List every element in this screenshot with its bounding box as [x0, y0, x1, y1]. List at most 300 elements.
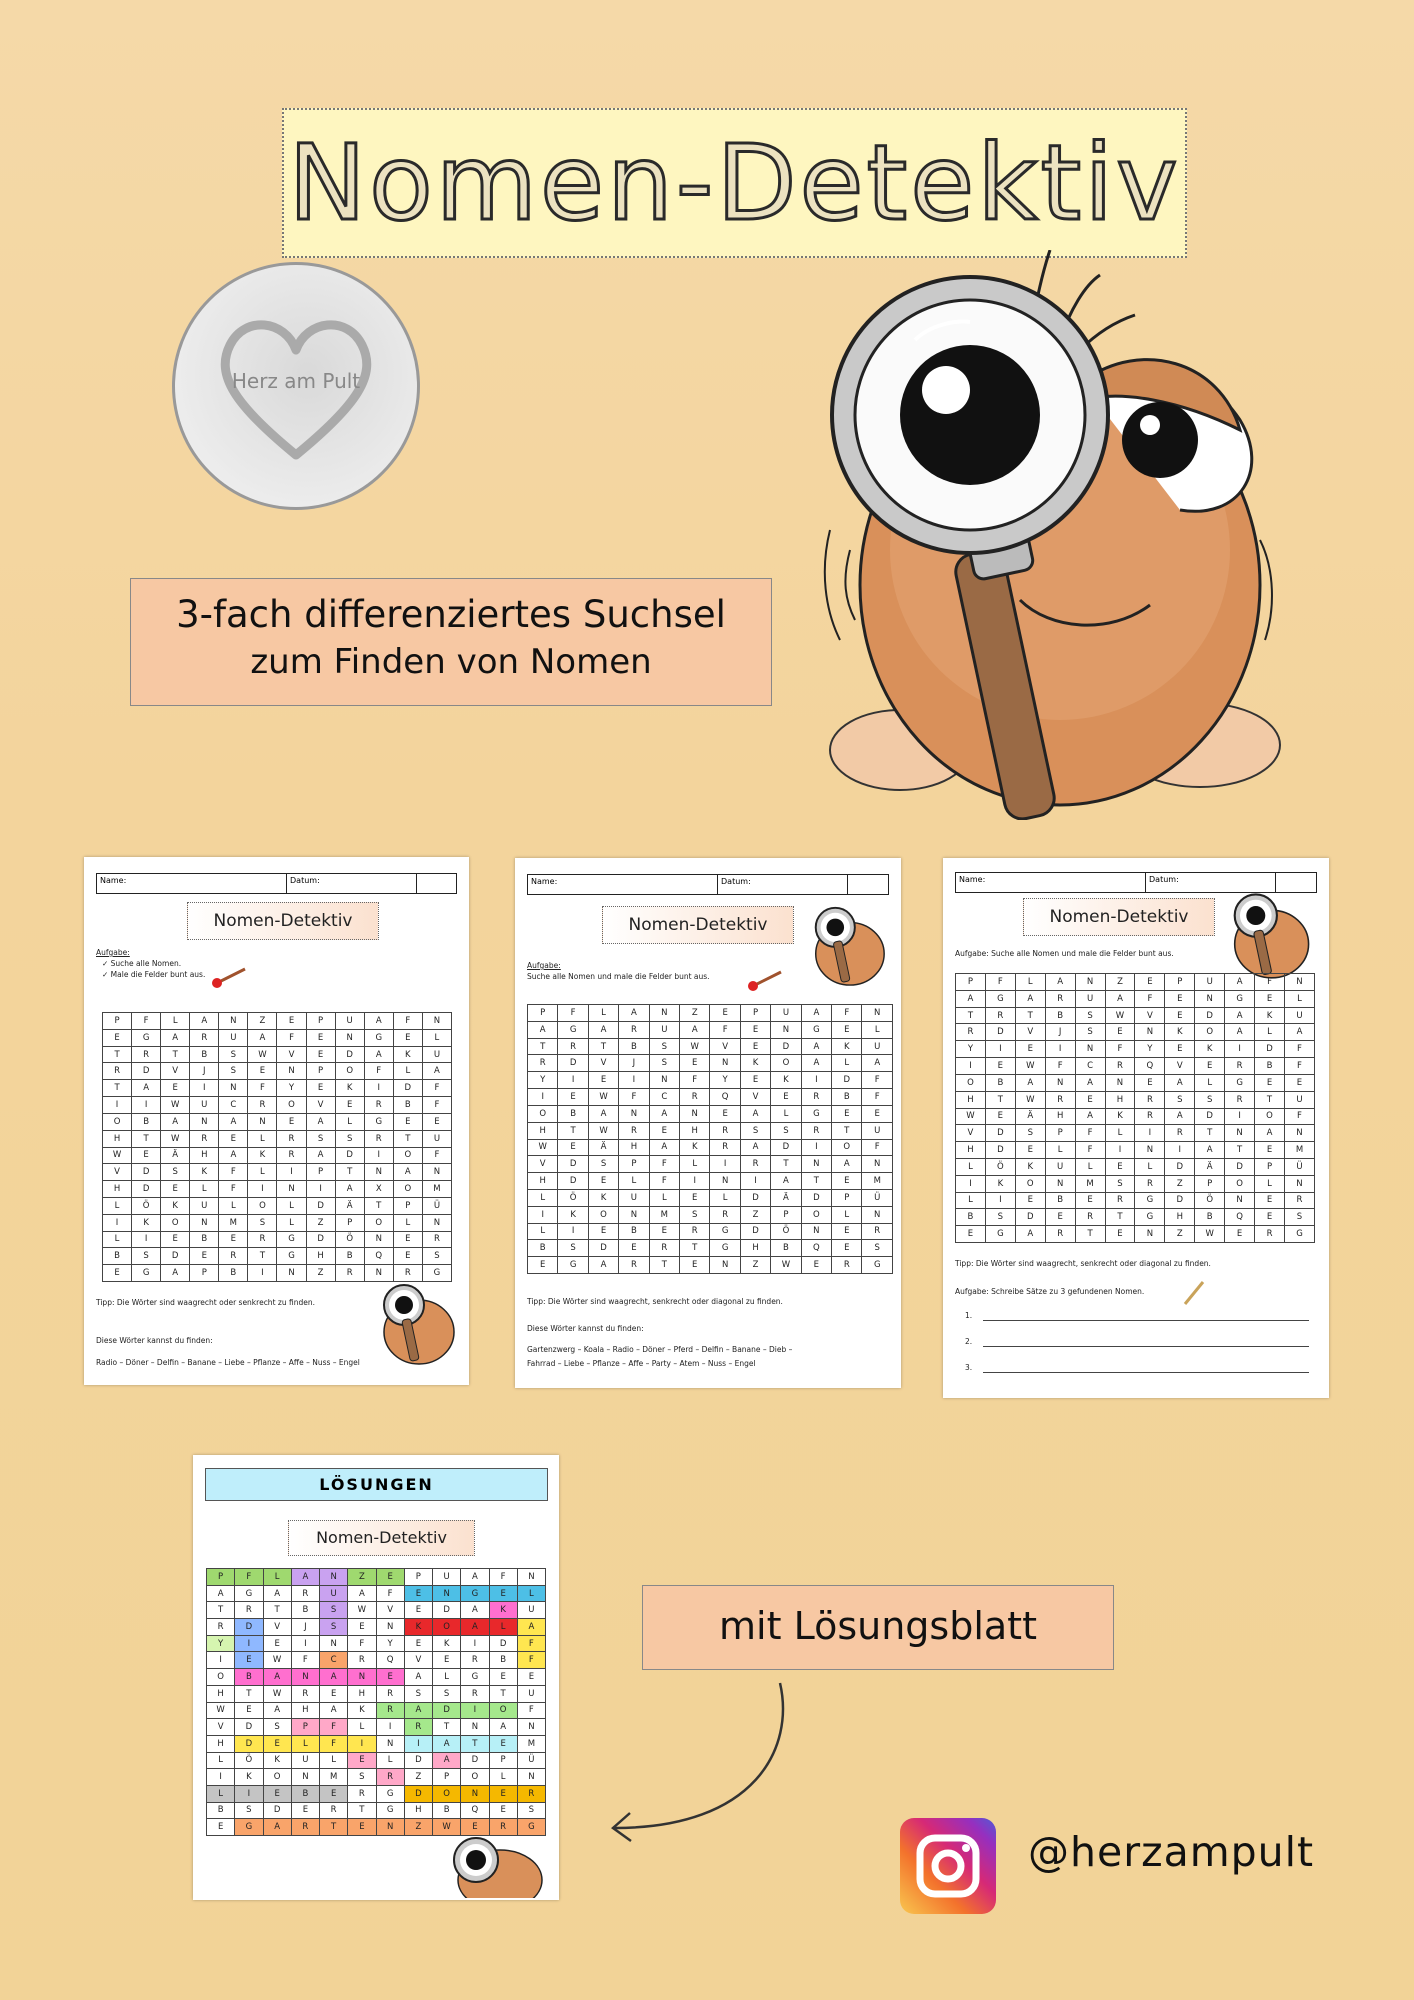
grid-cell: T: [588, 1038, 618, 1055]
grid-cell: I: [376, 1719, 404, 1736]
grid-cell: E: [489, 1802, 517, 1819]
solution-grid: [206, 1568, 546, 1836]
grid-cell: O: [588, 1206, 618, 1223]
grid-cell: N: [801, 1156, 831, 1173]
grid-cell: F: [422, 1097, 451, 1114]
grid-cell: F: [985, 974, 1015, 991]
grid-cell: S: [1195, 1091, 1225, 1108]
instagram-icon[interactable]: [900, 1818, 996, 1914]
grid-cell: D: [393, 1080, 422, 1097]
grid-cell: O: [103, 1113, 132, 1130]
grid-cell: E: [422, 1113, 451, 1130]
grid-cell: H: [680, 1122, 710, 1139]
grid-cell: F: [219, 1164, 248, 1181]
grid-cell: S: [404, 1685, 432, 1702]
grid-cell: E: [219, 1130, 248, 1147]
grid-cell: R: [207, 1619, 235, 1636]
grid-cell: E: [832, 1223, 862, 1240]
grid-cell: I: [364, 1080, 393, 1097]
grid-cell: L: [1075, 1158, 1105, 1175]
grid-cell: A: [1284, 1024, 1314, 1041]
grid-cell: K: [348, 1702, 376, 1719]
grid-cell: L: [1045, 1142, 1075, 1159]
grid-cell: O: [161, 1214, 190, 1231]
title-banner: [282, 108, 1187, 258]
grid-cell: I: [190, 1080, 219, 1097]
grid-cell: F: [393, 1013, 422, 1030]
writing-line: [983, 1372, 1309, 1373]
grid-cell: N: [1284, 974, 1314, 991]
grid-cell: T: [489, 1685, 517, 1702]
grid-cell: C: [219, 1097, 248, 1114]
grid-cell: Ä: [1195, 1158, 1225, 1175]
grid-cell: B: [619, 1223, 649, 1240]
grid-cell: I: [1105, 1142, 1135, 1159]
grid-cell: E: [248, 1063, 277, 1080]
grid-cell: Z: [404, 1819, 432, 1836]
task-item-1: ✓ Suche alle Nomen.: [102, 959, 182, 968]
grid-cell: L: [956, 1192, 986, 1209]
grid-cell: E: [320, 1685, 348, 1702]
grid-cell: P: [393, 1197, 422, 1214]
grid-cell: V: [277, 1046, 306, 1063]
grid-row: [207, 1635, 546, 1652]
grid-cell: Q: [801, 1240, 831, 1257]
grid-cell: R: [291, 1685, 319, 1702]
grid-cell: N: [376, 1619, 404, 1636]
grid-cell: E: [1135, 974, 1165, 991]
grid-cell: I: [306, 1181, 335, 1198]
grid-row: [956, 974, 1315, 991]
grid-cell: W: [348, 1602, 376, 1619]
grid-row: [207, 1569, 546, 1586]
grid-cell: P: [1195, 1175, 1225, 1192]
grid-cell: E: [588, 1173, 618, 1190]
grid-cell: E: [801, 1257, 831, 1274]
grid-cell: A: [1195, 1142, 1225, 1159]
grid-cell: R: [985, 1007, 1015, 1024]
grid-cell: E: [588, 1072, 618, 1089]
grid-cell: T: [235, 1685, 263, 1702]
paintbrush-icon: [207, 967, 247, 989]
grid-cell: R: [801, 1089, 831, 1106]
grid-cell: Q: [364, 1248, 393, 1265]
grid-cell: E: [1165, 1007, 1195, 1024]
grid-cell: F: [862, 1089, 893, 1106]
grid-cell: I: [248, 1265, 277, 1282]
grid-cell: R: [1165, 1125, 1195, 1142]
grid-cell: G: [1225, 990, 1255, 1007]
grid-cell: S: [320, 1602, 348, 1619]
grid-cell: K: [588, 1189, 618, 1206]
grid-cell: E: [619, 1240, 649, 1257]
grid-cell: I: [985, 1041, 1015, 1058]
grid-cell: K: [1165, 1024, 1195, 1041]
grid-cell: A: [161, 1029, 190, 1046]
grid-cell: P: [528, 1005, 558, 1022]
grid-cell: N: [710, 1257, 740, 1274]
grid-cell: Ö: [985, 1158, 1015, 1175]
grid-row: [103, 1097, 452, 1114]
grid-cell: T: [263, 1602, 291, 1619]
grid-cell: B: [132, 1113, 161, 1130]
grid-cell: U: [1284, 1007, 1314, 1024]
grid-cell: N: [335, 1029, 364, 1046]
grid-cell: A: [433, 1752, 461, 1769]
grid-row: [207, 1785, 546, 1802]
grid-cell: C: [649, 1089, 679, 1106]
grid-cell: V: [1135, 1007, 1165, 1024]
grid-row: [956, 1058, 1315, 1075]
grid-cell: R: [277, 1147, 306, 1164]
grid-cell: V: [404, 1652, 432, 1669]
grid-cell: Ü: [1284, 1158, 1314, 1175]
grid-cell: U: [649, 1021, 679, 1038]
brand-logo: [172, 262, 420, 510]
grid-cell: N: [1135, 1226, 1165, 1243]
grid-cell: R: [680, 1089, 710, 1106]
grid-cell: W: [1195, 1226, 1225, 1243]
grid-cell: I: [801, 1139, 831, 1156]
grid-cell: A: [680, 1021, 710, 1038]
grid-cell: K: [248, 1147, 277, 1164]
grid-cell: E: [1255, 1209, 1285, 1226]
grid-cell: E: [832, 1173, 862, 1190]
grid-cell: V: [710, 1038, 740, 1055]
grid-cell: A: [771, 1173, 801, 1190]
grid-cell: R: [528, 1055, 558, 1072]
grid-cell: S: [1284, 1209, 1314, 1226]
grid-cell: U: [862, 1038, 893, 1055]
grid-cell: P: [306, 1063, 335, 1080]
grid-row: [103, 1248, 452, 1265]
grid-cell: F: [862, 1072, 893, 1089]
grid-row: [103, 1013, 452, 1030]
grid-cell: R: [291, 1585, 319, 1602]
grid-cell: G: [710, 1240, 740, 1257]
grid-cell: N: [320, 1635, 348, 1652]
grid-cell: H: [528, 1122, 558, 1139]
grid-cell: K: [680, 1139, 710, 1156]
grid-cell: B: [291, 1785, 319, 1802]
grid-cell: R: [1105, 1192, 1135, 1209]
grid-cell: R: [832, 1257, 862, 1274]
grid-cell: V: [263, 1619, 291, 1636]
instagram-handle[interactable]: @herzampult: [1028, 1828, 1315, 1876]
grid-cell: G: [235, 1819, 263, 1836]
grid-cell: O: [801, 1206, 831, 1223]
grid-cell: I: [558, 1072, 588, 1089]
grid-cell: D: [558, 1055, 588, 1072]
grid-row: [103, 1214, 452, 1231]
grid-cell: L: [489, 1769, 517, 1786]
grid-cell: E: [306, 1029, 335, 1046]
grid-cell: R: [1045, 990, 1075, 1007]
grid-cell: F: [235, 1569, 263, 1586]
grid-row: [103, 1164, 452, 1181]
grid-cell: F: [422, 1147, 451, 1164]
grid-cell: A: [161, 1113, 190, 1130]
grid-row: [956, 1125, 1315, 1142]
grid-cell: R: [489, 1819, 517, 1836]
grid-cell: E: [1075, 1192, 1105, 1209]
grid-cell: E: [348, 1619, 376, 1636]
grid-cell: N: [771, 1021, 801, 1038]
grid-cell: A: [422, 1063, 451, 1080]
grid-cell: N: [1284, 1125, 1314, 1142]
grid-cell: A: [649, 1105, 679, 1122]
grid-cell: O: [335, 1063, 364, 1080]
grid-cell: H: [103, 1181, 132, 1198]
grid-cell: E: [348, 1752, 376, 1769]
grid-cell: M: [649, 1206, 679, 1223]
grid-cell: E: [320, 1785, 348, 1802]
grid-row: [207, 1769, 546, 1786]
grid-cell: N: [1045, 1074, 1075, 1091]
grid-cell: E: [404, 1602, 432, 1619]
grid-cell: Z: [740, 1257, 770, 1274]
grid-cell: I: [248, 1181, 277, 1198]
grid-cell: D: [1195, 1108, 1225, 1125]
grid-cell: S: [862, 1240, 893, 1257]
grid-cell: R: [710, 1139, 740, 1156]
grid-cell: I: [291, 1635, 319, 1652]
grid-cell: O: [433, 1619, 461, 1636]
grid-cell: Y: [956, 1041, 986, 1058]
grid-cell: S: [219, 1046, 248, 1063]
grid-cell: T: [320, 1819, 348, 1836]
date-label: Datum:: [287, 874, 417, 893]
grid-cell: R: [1105, 1058, 1135, 1075]
words-heading: Diese Wörter kannst du finden:: [527, 1324, 644, 1333]
grid-cell: T: [364, 1197, 393, 1214]
grid-cell: G: [1225, 1074, 1255, 1091]
grid-cell: R: [649, 1240, 679, 1257]
grid-cell: U: [517, 1602, 545, 1619]
grid-cell: S: [306, 1130, 335, 1147]
grid-cell: S: [161, 1164, 190, 1181]
grid-cell: Y: [710, 1072, 740, 1089]
grid-cell: S: [680, 1206, 710, 1223]
grid-cell: N: [1075, 1041, 1105, 1058]
grid-cell: N: [517, 1569, 545, 1586]
grid-row: [956, 1024, 1315, 1041]
grid-cell: R: [132, 1046, 161, 1063]
grid-cell: W: [207, 1702, 235, 1719]
grid-cell: P: [1255, 1158, 1285, 1175]
grid-cell: E: [862, 1105, 893, 1122]
grid-cell: O: [1015, 1175, 1045, 1192]
grid-cell: D: [832, 1072, 862, 1089]
grid-cell: U: [1195, 974, 1225, 991]
grid-row: [207, 1752, 546, 1769]
grid-cell: A: [161, 1265, 190, 1282]
grid-cell: O: [393, 1181, 422, 1198]
line-number-1: 1.: [965, 1311, 973, 1320]
grid-cell: R: [190, 1029, 219, 1046]
grid-cell: L: [528, 1189, 558, 1206]
grid-cell: F: [619, 1089, 649, 1106]
grid-cell: Y: [1135, 1041, 1165, 1058]
grid-cell: N: [291, 1769, 319, 1786]
grid-cell: W: [1105, 1007, 1135, 1024]
grid-row: [103, 1029, 452, 1046]
grid-cell: J: [291, 1619, 319, 1636]
grid-row: [528, 1156, 893, 1173]
grid-cell: S: [263, 1719, 291, 1736]
grid-cell: I: [680, 1173, 710, 1190]
small-mascot-illustration: [440, 1830, 550, 1898]
grid-cell: S: [985, 1209, 1015, 1226]
grid-cell: K: [393, 1046, 422, 1063]
grid-cell: E: [740, 1038, 770, 1055]
grid-cell: E: [517, 1669, 545, 1686]
grid-cell: K: [558, 1206, 588, 1223]
grid-cell: N: [364, 1265, 393, 1282]
grid-cell: M: [1284, 1142, 1314, 1159]
grid-cell: M: [517, 1735, 545, 1752]
grid-cell: E: [1284, 1074, 1314, 1091]
tip-text: Tipp: Die Wörter sind waagrecht oder senkrecht zu finden.: [96, 1298, 315, 1307]
grid-cell: H: [1045, 1108, 1075, 1125]
grid-cell: N: [277, 1265, 306, 1282]
grid-cell: F: [132, 1013, 161, 1030]
grid-cell: A: [263, 1585, 291, 1602]
grid-cell: B: [832, 1089, 862, 1106]
grid-cell: L: [248, 1164, 277, 1181]
grid-cell: N: [619, 1105, 649, 1122]
grid-cell: E: [588, 1223, 618, 1240]
grid-cell: G: [1284, 1226, 1314, 1243]
grid-cell: E: [291, 1802, 319, 1819]
grid-cell: I: [348, 1735, 376, 1752]
grid-cell: M: [862, 1173, 893, 1190]
grid-cell: N: [517, 1719, 545, 1736]
grid-cell: A: [619, 1005, 649, 1022]
grid-cell: I: [528, 1206, 558, 1223]
grid-cell: A: [219, 1147, 248, 1164]
grid-cell: T: [771, 1156, 801, 1173]
grid-cell: L: [335, 1113, 364, 1130]
grid-cell: E: [190, 1248, 219, 1265]
grid-cell: A: [588, 1021, 618, 1038]
grid-cell: L: [517, 1585, 545, 1602]
grid-cell: S: [771, 1122, 801, 1139]
grid-cell: K: [263, 1752, 291, 1769]
grid-cell: T: [1105, 1209, 1135, 1226]
grid-cell: A: [348, 1585, 376, 1602]
grid-cell: R: [277, 1130, 306, 1147]
grid-cell: E: [376, 1669, 404, 1686]
grid-cell: O: [207, 1669, 235, 1686]
grid-cell: H: [103, 1130, 132, 1147]
grid-cell: Z: [348, 1569, 376, 1586]
grid-cell: Ö: [235, 1752, 263, 1769]
grid-row: [207, 1619, 546, 1636]
grid-cell: F: [1255, 974, 1285, 991]
grid-row: [528, 1223, 893, 1240]
grid-cell: R: [376, 1702, 404, 1719]
grid-cell: U: [190, 1197, 219, 1214]
grid-cell: R: [404, 1719, 432, 1736]
word-list: Radio – Döner – Delfin – Banane – Liebe – Pflanze – Affe – Nuss – Engel: [96, 1358, 360, 1367]
grid-row: [528, 1173, 893, 1190]
grid-cell: E: [680, 1055, 710, 1072]
grid-cell: R: [558, 1038, 588, 1055]
grid-cell: F: [248, 1080, 277, 1097]
subtitle-line2: zum Finden von Nomen: [250, 642, 652, 682]
grid-cell: K: [985, 1175, 1015, 1192]
grid-cell: T: [1195, 1125, 1225, 1142]
worksheet-title: Nomen-Detektiv: [187, 902, 379, 940]
grid-cell: G: [558, 1257, 588, 1274]
grid-cell: L: [219, 1197, 248, 1214]
grid-cell: F: [219, 1181, 248, 1198]
grid-cell: I: [132, 1231, 161, 1248]
grid-cell: R: [235, 1602, 263, 1619]
grid-cell: S: [649, 1055, 679, 1072]
grid-cell: S: [517, 1802, 545, 1819]
grid-cell: Ä: [335, 1197, 364, 1214]
grid-cell: D: [801, 1189, 831, 1206]
grid-cell: T: [1225, 1142, 1255, 1159]
grid-cell: D: [433, 1702, 461, 1719]
grid-cell: F: [649, 1156, 679, 1173]
grid-cell: F: [1284, 1058, 1314, 1075]
grid-cell: F: [517, 1635, 545, 1652]
grid-cell: B: [1195, 1209, 1225, 1226]
grid-cell: N: [1105, 1074, 1135, 1091]
subtitle-line1: 3-fach differenziertes Suchsel: [176, 593, 726, 636]
grid-cell: W: [771, 1257, 801, 1274]
grid-cell: K: [235, 1769, 263, 1786]
grid-cell: G: [277, 1231, 306, 1248]
grid-cell: F: [1045, 1058, 1075, 1075]
grid-row: [207, 1735, 546, 1752]
grid-cell: D: [1165, 1158, 1195, 1175]
grid-cell: B: [985, 1074, 1015, 1091]
grid-cell: D: [132, 1181, 161, 1198]
grid-cell: K: [1015, 1158, 1045, 1175]
grid-cell: M: [320, 1769, 348, 1786]
grid-cell: B: [956, 1209, 986, 1226]
grid-cell: H: [1105, 1091, 1135, 1108]
grid-cell: Y: [528, 1072, 558, 1089]
grid-cell: B: [1045, 1192, 1075, 1209]
grid-cell: N: [291, 1669, 319, 1686]
grid-row: [103, 1063, 452, 1080]
grid-cell: L: [1135, 1158, 1165, 1175]
grid-cell: B: [190, 1231, 219, 1248]
grid-cell: N: [1284, 1175, 1314, 1192]
grid-cell: P: [771, 1206, 801, 1223]
grid-cell: A: [393, 1164, 422, 1181]
grid-cell: A: [740, 1105, 770, 1122]
grid-cell: Z: [740, 1206, 770, 1223]
grid-cell: E: [1165, 990, 1195, 1007]
grid-cell: D: [1255, 1041, 1285, 1058]
worksheet-level-3: [943, 858, 1329, 1398]
grid-cell: K: [1105, 1108, 1135, 1125]
grid-cell: F: [1075, 1142, 1105, 1159]
grid-cell: H: [306, 1248, 335, 1265]
grid-cell: I: [404, 1735, 432, 1752]
grid-cell: H: [190, 1147, 219, 1164]
grid-cell: E: [489, 1669, 517, 1686]
grid-cell: R: [619, 1257, 649, 1274]
grid-cell: A: [291, 1569, 319, 1586]
grid-cell: E: [1015, 1192, 1045, 1209]
